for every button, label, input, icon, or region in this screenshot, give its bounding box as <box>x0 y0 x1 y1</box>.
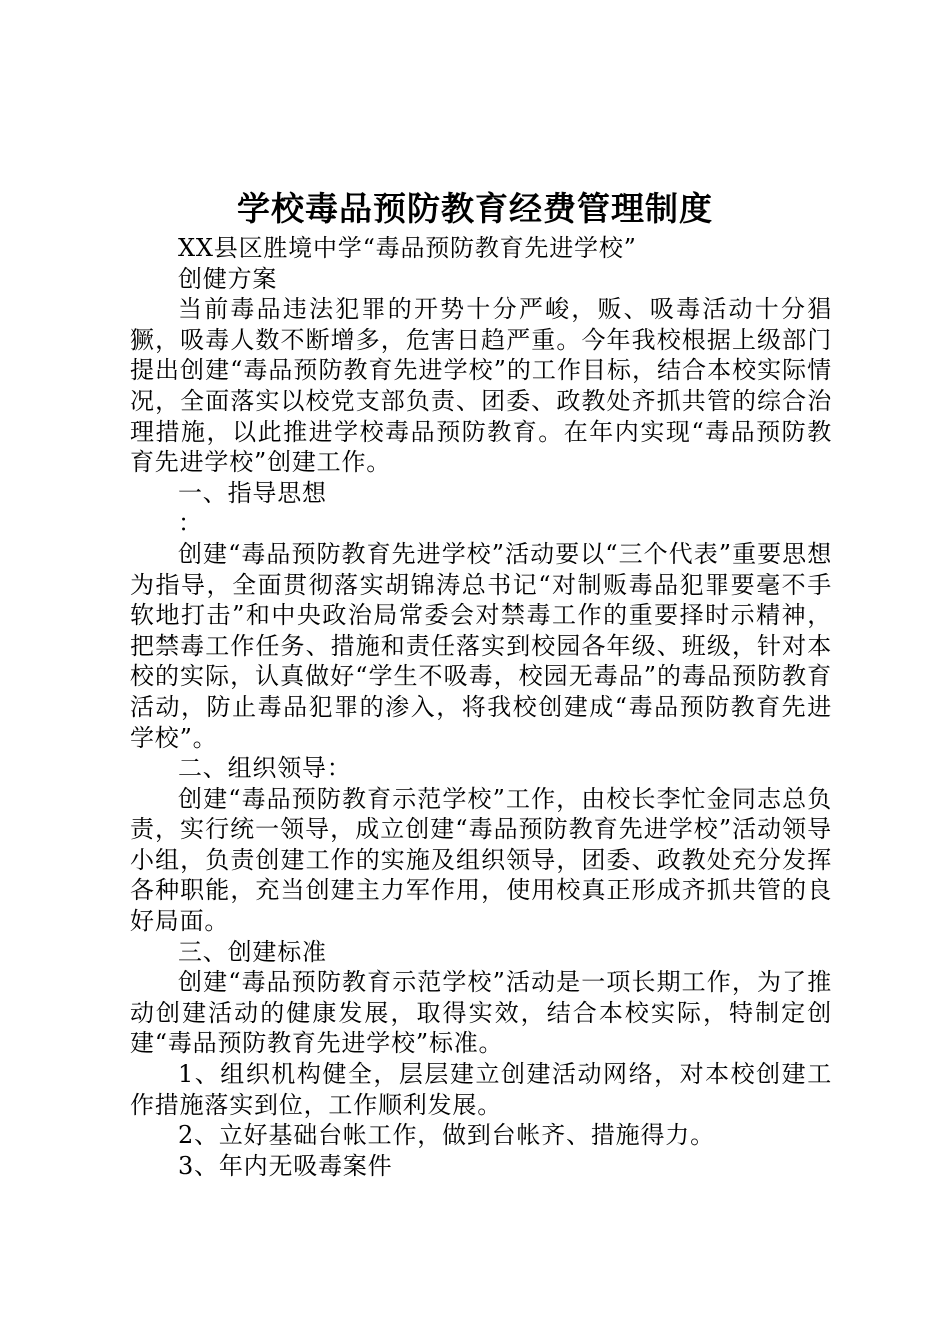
list-item-1: 1、组织机构健全，层层建立创建活动网络，对本校创建工作措施落实到位，工作顺利发展。 <box>130 1060 832 1119</box>
heading-standards: 三、创建标准 <box>178 937 327 966</box>
paragraph-school-name: XX县区胜境中学“毒品预防教育先进学校” <box>178 234 637 262</box>
paragraph-standards: 创建“毒品预防教育示范学校”活动是一项长期工作，为了推动创建活动的健康发展，取得实效，结合本校实际，特制定创建“毒品预防教育先进学校”标准。 <box>130 968 832 1058</box>
heading-organization: 二、组织领导： <box>178 754 352 783</box>
paragraph-intro: 当前毒品违法犯罪的开势十分严峻，贩、吸毒活动十分猖獗，吸毒人数不断增多，危害日趋严重。今年我校根据上级部门提出创建“毒品预防教育先进学校”的工作目标，结合本校实际情况，全面落实以校党支部负责、团委、政教处齐抓共管的综合治理措施，以此推进学校毒品预防教育。在年内实现“毒品预防教育先进学校”创建工作。 <box>130 295 832 477</box>
document-title: 学校毒品预防教育经费管理制度 <box>237 189 713 228</box>
paragraph-colon: ： <box>178 509 203 538</box>
document-body <box>130 233 832 1181</box>
list-item-2: 2、立好基础台帐工作，做到台帐齐、措施得力。 <box>178 1121 715 1150</box>
paragraph-organization: 创建“毒品预防教育示范学校”工作，由校长李忙金同志总负责，实行统一领导，成立创建“毒品预防教育先进学校”活动领导小组，负责创建工作的实施及组织领导，团委、政教处充分发挥各种职能，充当创建主力军作用，使用校真正形成齐抓共管的良好局面。 <box>130 784 832 936</box>
heading-guiding-ideology: 一、指导思想 <box>178 478 327 507</box>
paragraph-plan-label: 创健方案 <box>178 264 278 293</box>
paragraph-guiding-ideology: 创建“毒品预防教育先进学校”活动要以“三个代表”重要思想为指导，全面贯彻落实胡锦涛总书记“对制贩毒品犯罪要毫不手软地打击”和中央政治局常委会对禁毒工作的重要择时示精神，把禁毒工作任务、措施和责任落实到校园各年级、班级，针对本校的实际，认真做好“学生不吸毒，校园无毒品”的毒品预防教育活动，防止毒品犯罪的渗入，将我校创建成“毒品预防教育先进学校”。 <box>130 539 832 752</box>
list-item-3: 3、年内无吸毒案件 <box>178 1151 393 1180</box>
